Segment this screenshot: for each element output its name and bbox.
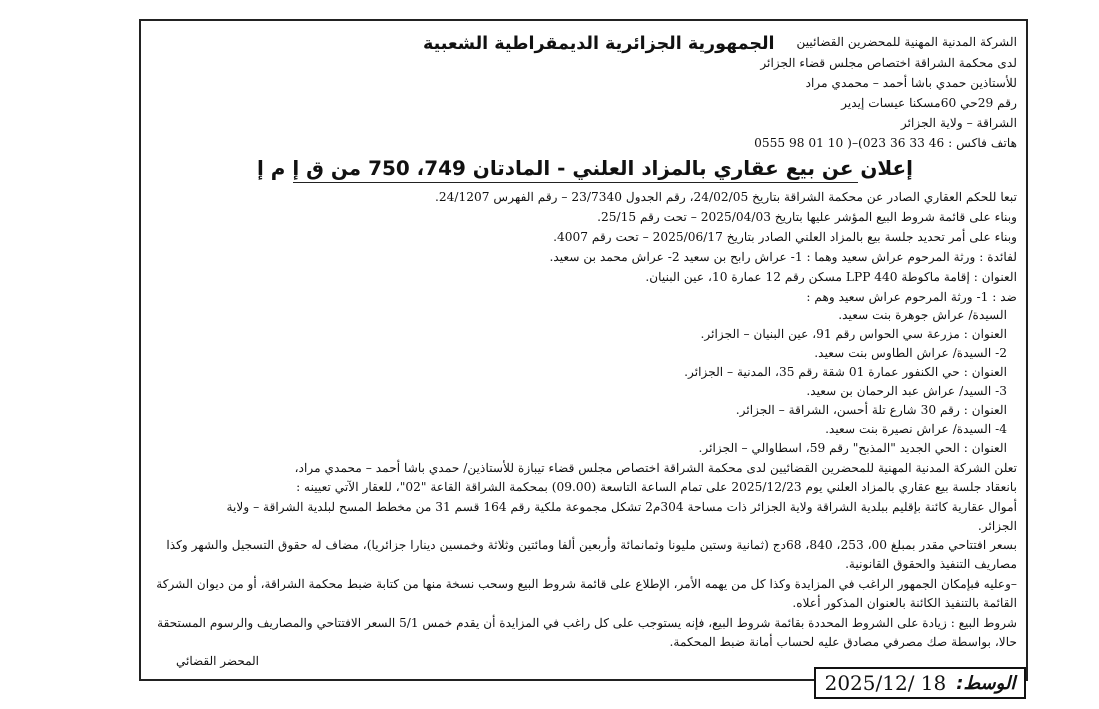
notice-title: إعلان عن بيع عقاري بالمزاد العلني - المادتان 749، 750 من ق إ م إ xyxy=(256,156,913,180)
body-line: 3- السيد/ عراش عبد الرحمان بن سعيد. xyxy=(806,384,1007,398)
body-line: العنوان : حي الكنفور عمارة 01 شقة رقم 35، المدنية – الجزائر. xyxy=(684,365,1007,379)
notice-content xyxy=(143,24,1025,678)
bailiff-signature: المحضر القضائي xyxy=(176,654,259,668)
body-line: شروط البيع : زيادة على الشروط المحددة بقائمة شروط البيع، فإنه يستوجب على كل راغب في المزايدة أن يقدم خمس 5/1 السعر الافتتاحي والمصاريف والرسوم المستحقة xyxy=(157,616,1017,630)
body-line: لفائدة : ورثة المرحوم عراش سعيد وهما : 1- عراش رابح بن سعيد 2- عراش محمد بن سعيد. xyxy=(549,250,1017,264)
body-line: تعلن الشركة المدنية المهنية للمحضرين القضائيين لدى محكمة الشراقة اختصاص مجلس قضاء تيبازة للأستاذين/ حمدي باشا أحمد – محمدي مراد، xyxy=(294,461,1017,475)
company-name: الشركة المدنية المهنية للمحضرين القضائيين xyxy=(796,35,1017,49)
title-underline xyxy=(293,182,858,183)
bailiff-names: للأستاذين حمدي باشا أحمد – محمدي مراد xyxy=(805,76,1017,90)
office-address: رقم 29حي 60مسكنا عيسات إيدير xyxy=(841,96,1017,110)
office-city: الشراقة – ولاية الجزائر xyxy=(900,116,1017,130)
body-line: أموال عقارية كائنة بإقليم ببلدية الشراقة ولاية الجزائر ذات مساحة 304م2 تشكل مجموعة ملكية رقم 164 قسم 31 من مخطط المسح لبلدية الشراقة – ولاية xyxy=(226,500,1017,514)
body-line: 2- السيدة/ عراش الطاوس بنت سعيد. xyxy=(814,346,1007,360)
body-line: السيدة/ عراش جوهرة بنت سعيد. xyxy=(838,308,1007,322)
newspaper-label: الوسط: xyxy=(956,672,1016,694)
publication-date: 2025/12/ 18 xyxy=(824,671,947,695)
body-line: العنوان : رقم 30 شارع تلة أحسن، الشراقة – الجزائر. xyxy=(735,403,1007,417)
republic-heading: الجمهورية الجزائرية الديمقراطية الشعبية xyxy=(423,34,775,54)
body-line: تبعا للحكم العقاري الصادر عن محكمة الشراقة بتاريخ 24/02/05، رقم الجدول 23/7340 – رقم الفهرس 24/1207. xyxy=(434,190,1017,204)
body-line: بسعر افتتاحي مقدر بمبلغ 00، 253، 840، 68دج (ثمانية وستين مليونا وثمانمائة وأربعين ألفا ومائتين وثلاثة وخمسين دينارا جزائريا)، مضاف له حقوق التسجيل والشهر وكذا xyxy=(166,538,1017,552)
body-line: ضد : 1- ورثة المرحوم عراش سعيد وهم : xyxy=(806,290,1017,304)
body-line: القائمة بالتنفيذ الكائنة بالعنوان المذكور أعلاه. xyxy=(792,596,1017,610)
body-line: –وعليه فبإمكان الجمهور الراغب في المزايدة وكذا كل من يهمه الأمر، الإطلاع على قائمة شروط البيع وسحب نسخة منها من كتابة ضبط محكمة الشراقة، أو من ديوان الشركة xyxy=(156,577,1017,591)
body-line: مصاريف التنفيذ والحقوق القانونية. xyxy=(845,557,1017,571)
body-line: بانعقاد جلسة بيع عقاري بالمزاد العلني يوم 2025/12/23 على تمام الساعة التاسعة (09.00) بمحكمة الشراقة القاعة "02"، للعقار الآتي تعيينه : xyxy=(296,480,1017,494)
body-line: العنوان : مزرعة سي الحواس رقم 91، عين البنيان – الجزائر. xyxy=(700,327,1007,341)
body-line: 4- السيدة/ عراش نصيرة بنت سعيد. xyxy=(825,422,1007,436)
body-line: الجزائر. xyxy=(977,519,1017,533)
body-line: وبناء على قائمة شروط البيع المؤشر عليها بتاريخ 2025/04/03 – تحت رقم 25/15. xyxy=(597,210,1017,224)
court-line: لدى محكمة الشراقة اختصاص مجلس قضاء الجزائر xyxy=(760,56,1017,70)
body-line: حالا، بواسطة صك مصرفي مصادق عليه لحساب أمانة ضبط المحكمة. xyxy=(669,635,1017,649)
body-line: وبناء على أمر تحديد جلسة بيع بالمزاد العلني الصادر بتاريخ 2025/06/17 – تحت رقم 4007. xyxy=(553,230,1017,244)
office-phone: هاتف فاكس : 46 33 36 023)–( 10 01 98 0555 xyxy=(754,136,1017,150)
body-line: العنوان : الحي الجديد "المذبح" رقم 59، اسطاوالي – الجزائر. xyxy=(698,441,1007,455)
publication-date-box xyxy=(814,667,1026,699)
body-line: العنوان : إقامة ماكوطة LPP 440 مسكن رقم 12 عمارة 10، عين البنيان. xyxy=(645,270,1017,284)
